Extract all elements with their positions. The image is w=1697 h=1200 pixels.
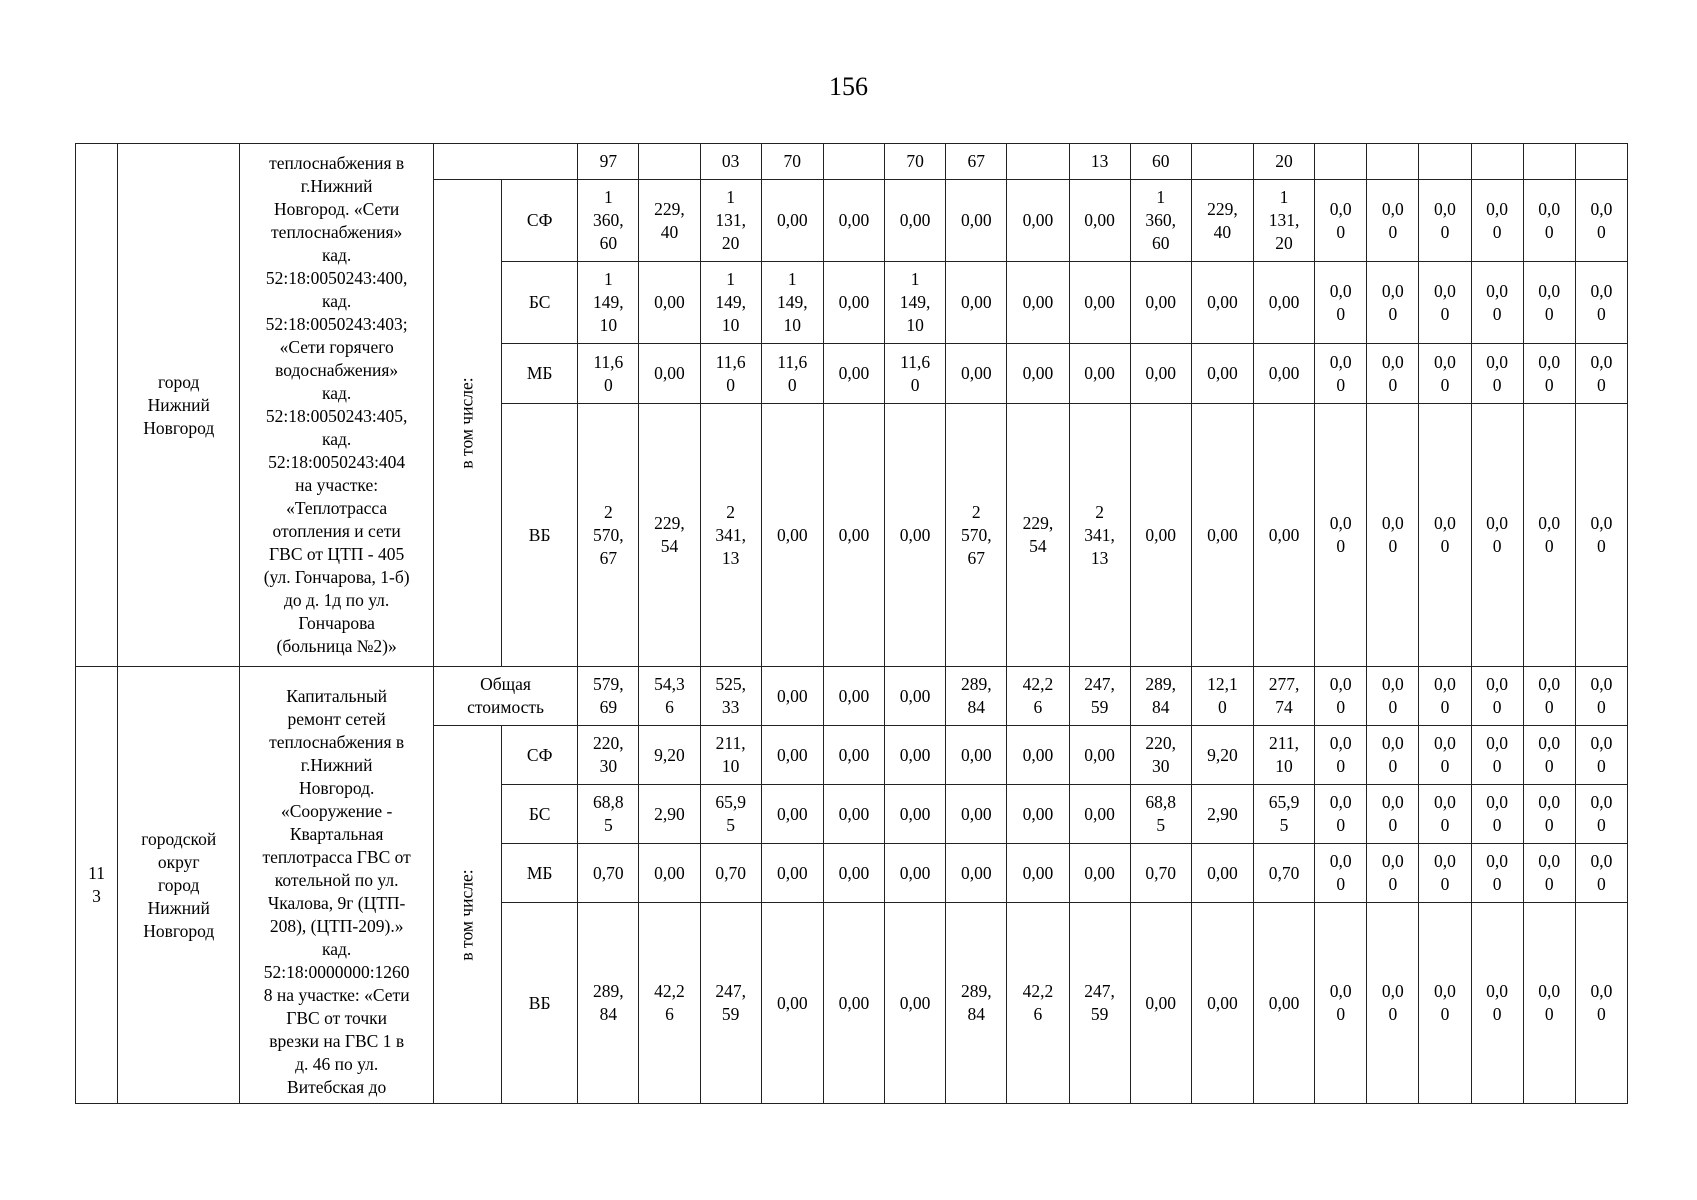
- value-cell: 2 570, 67: [578, 404, 639, 667]
- value-cell: 12,1 0: [1191, 667, 1253, 726]
- value-cell: 247, 59: [1069, 667, 1130, 726]
- funding-table: [75, 143, 1628, 1104]
- value-cell: 1 149, 10: [578, 262, 639, 344]
- value-cell: 0,0 0: [1419, 262, 1471, 344]
- value-cell: 0,0 0: [1523, 180, 1575, 262]
- value-cell: [823, 144, 884, 180]
- value-cell: 0,0 0: [1471, 903, 1523, 1104]
- value-cell: 1 149, 10: [700, 262, 761, 344]
- source-label: ВБ: [502, 404, 578, 667]
- value-cell: 579, 69: [578, 667, 639, 726]
- value-cell: 1 360, 60: [1130, 180, 1191, 262]
- value-cell: 0,00: [823, 404, 884, 667]
- value-cell: 0,0 0: [1523, 667, 1575, 726]
- value-cell: 65,9 5: [700, 785, 761, 844]
- value-cell: 0,00: [823, 785, 884, 844]
- value-cell: [1007, 144, 1069, 180]
- value-cell: 0,00: [885, 903, 946, 1104]
- value-cell: [1523, 144, 1575, 180]
- value-cell: 0,00: [946, 785, 1007, 844]
- value-cell: 0,0 0: [1419, 844, 1471, 903]
- value-cell: 11,6 0: [885, 344, 946, 404]
- value-cell: 229, 54: [1007, 404, 1069, 667]
- value-cell: 289, 84: [1130, 667, 1191, 726]
- value-cell: 11,6 0: [761, 344, 823, 404]
- in-number-label-cell: [433, 726, 501, 1104]
- value-cell: 0,0 0: [1575, 903, 1627, 1104]
- value-cell: 0,0 0: [1315, 180, 1367, 262]
- value-cell: 1 131, 20: [1253, 180, 1314, 262]
- value-cell: 0,00: [639, 262, 700, 344]
- value-cell: 0,00: [1191, 903, 1253, 1104]
- value-cell: 0,0 0: [1523, 785, 1575, 844]
- value-cell: 0,00: [1253, 344, 1314, 404]
- value-cell: 229, 54: [639, 404, 700, 667]
- value-cell: 0,0 0: [1523, 262, 1575, 344]
- value-cell: 42,2 6: [1007, 667, 1069, 726]
- value-cell: 0,00: [823, 726, 884, 785]
- value-cell: 0,00: [885, 404, 946, 667]
- value-cell: 0,0 0: [1367, 344, 1419, 404]
- value-cell: 0,00: [823, 180, 884, 262]
- value-cell: 0,00: [1191, 262, 1253, 344]
- value-cell: 0,00: [761, 404, 823, 667]
- value-cell: 0,0 0: [1471, 180, 1523, 262]
- value-cell: 60: [1130, 144, 1191, 180]
- source-label: МБ: [502, 844, 578, 903]
- value-cell: [1575, 144, 1627, 180]
- value-cell: 2,90: [639, 785, 700, 844]
- value-cell: 20: [1253, 144, 1314, 180]
- value-cell: 0,0 0: [1367, 180, 1419, 262]
- value-cell: 42,2 6: [639, 903, 700, 1104]
- value-cell: [1419, 144, 1471, 180]
- value-cell: 0,0 0: [1315, 844, 1367, 903]
- value-cell: 0,0 0: [1367, 785, 1419, 844]
- value-cell: [1191, 144, 1253, 180]
- value-cell: 0,00: [1069, 344, 1130, 404]
- row-number: 11 3: [76, 667, 118, 1104]
- value-cell: 0,00: [1007, 180, 1069, 262]
- value-cell: 11,6 0: [700, 344, 761, 404]
- source-label: БС: [502, 785, 578, 844]
- value-cell: 2 570, 67: [946, 404, 1007, 667]
- value-cell: 0,00: [761, 844, 823, 903]
- value-cell: 0,0 0: [1523, 903, 1575, 1104]
- value-cell: 68,8 5: [578, 785, 639, 844]
- municipality-cell: городской округ город Нижний Новгород: [118, 667, 240, 1104]
- value-cell: 0,00: [1007, 262, 1069, 344]
- value-cell: 0,0 0: [1367, 726, 1419, 785]
- value-cell: 0,0 0: [1419, 180, 1471, 262]
- municipality-cell: город Нижний Новгород: [118, 144, 240, 667]
- value-cell: 220, 30: [578, 726, 639, 785]
- value-cell: 0,0 0: [1315, 262, 1367, 344]
- value-cell: 0,00: [1130, 262, 1191, 344]
- in-number-label-cell: [433, 180, 501, 667]
- value-cell: 0,00: [1007, 785, 1069, 844]
- value-cell: 229, 40: [1191, 180, 1253, 262]
- source-label: СФ: [502, 180, 578, 262]
- value-cell: 0,00: [761, 667, 823, 726]
- value-cell: 0,0 0: [1575, 667, 1627, 726]
- value-cell: 67: [946, 144, 1007, 180]
- value-cell: 0,00: [946, 844, 1007, 903]
- value-cell: 0,0 0: [1367, 844, 1419, 903]
- value-cell: 0,0 0: [1575, 844, 1627, 903]
- value-cell: 0,0 0: [1315, 785, 1367, 844]
- value-cell: 0,00: [761, 180, 823, 262]
- value-cell: 0,0 0: [1471, 667, 1523, 726]
- value-cell: 0,0 0: [1367, 667, 1419, 726]
- value-cell: [1367, 144, 1419, 180]
- value-cell: 0,00: [1069, 844, 1130, 903]
- value-cell: 0,0 0: [1523, 404, 1575, 667]
- value-cell: 0,0 0: [1575, 180, 1627, 262]
- value-cell: 289, 84: [946, 667, 1007, 726]
- value-cell: 0,0 0: [1315, 903, 1367, 1104]
- value-cell: 0,70: [700, 844, 761, 903]
- value-cell: 0,0 0: [1471, 262, 1523, 344]
- value-cell: 0,00: [1007, 726, 1069, 785]
- value-cell: 0,00: [823, 262, 884, 344]
- value-cell: 0,00: [1069, 785, 1130, 844]
- value-cell: 0,0 0: [1471, 844, 1523, 903]
- source-label: ВБ: [502, 903, 578, 1104]
- value-cell: 0,0 0: [1471, 404, 1523, 667]
- value-cell: 0,00: [1253, 903, 1314, 1104]
- value-cell: 247, 59: [1069, 903, 1130, 1104]
- value-cell: 0,00: [1191, 844, 1253, 903]
- value-cell: 9,20: [639, 726, 700, 785]
- value-cell: 0,00: [946, 726, 1007, 785]
- value-cell: 0,0 0: [1523, 844, 1575, 903]
- value-cell: 289, 84: [578, 903, 639, 1104]
- value-cell: 0,00: [823, 844, 884, 903]
- table-row: [76, 667, 1628, 726]
- value-cell: 211, 10: [700, 726, 761, 785]
- value-cell: 0,00: [639, 844, 700, 903]
- value-cell: 0,0 0: [1367, 903, 1419, 1104]
- value-cell: 0,00: [1191, 404, 1253, 667]
- value-cell: 0,0 0: [1471, 344, 1523, 404]
- value-cell: 0,00: [823, 903, 884, 1104]
- value-cell: 0,0 0: [1575, 262, 1627, 344]
- value-cell: 68,8 5: [1130, 785, 1191, 844]
- value-cell: 1 149, 10: [761, 262, 823, 344]
- source-label: СФ: [502, 726, 578, 785]
- value-cell: 0,0 0: [1419, 903, 1471, 1104]
- value-cell: 0,00: [1191, 344, 1253, 404]
- value-cell: 229, 40: [639, 180, 700, 262]
- value-cell: 0,00: [761, 903, 823, 1104]
- value-cell: 0,0 0: [1367, 404, 1419, 667]
- value-cell: 0,00: [1130, 404, 1191, 667]
- value-cell: 2 341, 13: [1069, 404, 1130, 667]
- value-cell: 0,00: [1007, 344, 1069, 404]
- total-label: Общая стоимость: [433, 667, 577, 726]
- value-cell: 1 131, 20: [700, 180, 761, 262]
- value-cell: 0,70: [1130, 844, 1191, 903]
- value-cell: 0,0 0: [1315, 344, 1367, 404]
- value-cell: 211, 10: [1253, 726, 1314, 785]
- value-cell: 2,90: [1191, 785, 1253, 844]
- value-cell: 0,00: [1069, 180, 1130, 262]
- value-cell: 0,00: [1253, 404, 1314, 667]
- value-cell: 0,00: [885, 785, 946, 844]
- value-cell: 0,00: [761, 726, 823, 785]
- value-cell: [1471, 144, 1523, 180]
- value-cell: 0,00: [1069, 262, 1130, 344]
- value-cell: 9,20: [1191, 726, 1253, 785]
- value-cell: 0,00: [885, 180, 946, 262]
- value-cell: 0,00: [1130, 344, 1191, 404]
- value-cell: 220, 30: [1130, 726, 1191, 785]
- value-cell: 0,0 0: [1419, 726, 1471, 785]
- value-cell: 0,00: [1130, 903, 1191, 1104]
- value-cell: 97: [578, 144, 639, 180]
- value-cell: 0,0 0: [1419, 667, 1471, 726]
- value-cell: 0,00: [946, 344, 1007, 404]
- value-cell: 289, 84: [946, 903, 1007, 1104]
- value-cell: 54,3 6: [639, 667, 700, 726]
- value-cell: 70: [761, 144, 823, 180]
- value-cell: 0,0 0: [1419, 785, 1471, 844]
- value-cell: 0,00: [761, 785, 823, 844]
- value-cell: 0,00: [639, 344, 700, 404]
- value-cell: 0,0 0: [1471, 785, 1523, 844]
- value-cell: 0,0 0: [1575, 404, 1627, 667]
- value-cell: 0,00: [885, 726, 946, 785]
- table-row: [76, 144, 1628, 180]
- value-cell: 0,0 0: [1523, 726, 1575, 785]
- value-cell: 0,0 0: [1419, 404, 1471, 667]
- value-cell: 42,2 6: [1007, 903, 1069, 1104]
- value-cell: 0,0 0: [1523, 344, 1575, 404]
- value-cell: 247, 59: [700, 903, 761, 1104]
- in-number-label: в том числе:: [456, 868, 477, 961]
- value-cell: 0,00: [823, 667, 884, 726]
- value-cell: 0,0 0: [1315, 667, 1367, 726]
- object-description: теплоснабжения в г.Нижний Новгород. «Сети теплоснабжения» кад. 52:18:0050243:400, кад. 52:18:0050243:403; «Сети горячего водоснабжения» кад. 52:18:0050243:405, кад. 52:18:0050243:404 на участке: «Теплотрасса отопления и сети ГВС от ЦТП - 405 (ул. Гончарова, 1-б) до д. 1д по ул. Гончарова (больница №2)»: [240, 144, 433, 667]
- value-cell: 0,00: [1253, 262, 1314, 344]
- value-cell: 525, 33: [700, 667, 761, 726]
- value-cell: 0,0 0: [1575, 726, 1627, 785]
- value-cell: 0,0 0: [1315, 726, 1367, 785]
- value-cell: 03: [700, 144, 761, 180]
- total-label: [433, 144, 577, 180]
- value-cell: [1315, 144, 1367, 180]
- in-number-label: в том числе:: [456, 377, 477, 469]
- value-cell: 0,00: [946, 262, 1007, 344]
- source-label: МБ: [502, 344, 578, 404]
- value-cell: 0,00: [1069, 726, 1130, 785]
- value-cell: 0,00: [946, 180, 1007, 262]
- value-cell: 0,70: [1253, 844, 1314, 903]
- value-cell: 0,0 0: [1471, 726, 1523, 785]
- value-cell: 0,00: [885, 844, 946, 903]
- value-cell: 0,0 0: [1419, 344, 1471, 404]
- value-cell: 13: [1069, 144, 1130, 180]
- value-cell: [639, 144, 700, 180]
- value-cell: 65,9 5: [1253, 785, 1314, 844]
- value-cell: 1 149, 10: [885, 262, 946, 344]
- value-cell: 0,00: [1007, 844, 1069, 903]
- row-number: [76, 144, 118, 667]
- value-cell: 1 360, 60: [578, 180, 639, 262]
- object-description: Капитальный ремонт сетей теплоснабжения в г.Нижний Новгород. «Сооружение - Квартальная теплотрасса ГВС от котельной по ул. Чкалова, 9г (ЦТП- 208), (ЦТП-209).» кад. 52:18:0000000:1260 8 на участке: «Сети ГВС от точки врезки на ГВС 1 в д. 46 по ул. Витебская до: [240, 667, 433, 1104]
- page-number: 156: [829, 72, 868, 101]
- value-cell: 0,0 0: [1367, 262, 1419, 344]
- value-cell: 277, 74: [1253, 667, 1314, 726]
- value-cell: 70: [885, 144, 946, 180]
- value-cell: 0,0 0: [1575, 344, 1627, 404]
- value-cell: 0,70: [578, 844, 639, 903]
- value-cell: 0,0 0: [1575, 785, 1627, 844]
- value-cell: 0,00: [885, 667, 946, 726]
- value-cell: 11,6 0: [578, 344, 639, 404]
- source-label: БС: [502, 262, 578, 344]
- value-cell: 0,00: [823, 344, 884, 404]
- value-cell: 2 341, 13: [700, 404, 761, 667]
- value-cell: 0,0 0: [1315, 404, 1367, 667]
